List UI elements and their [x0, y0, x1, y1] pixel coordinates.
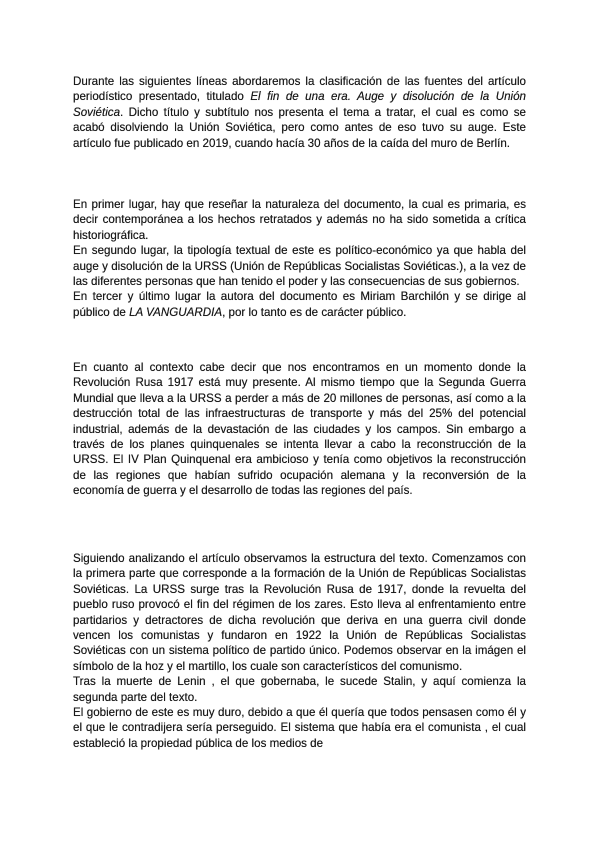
structure-government-line: El gobierno de este es muy duro, debido a que él quería que todos pensasen como él y el que le contradijera sería perseguido. El sistema que había era el comunista , el cual estableció la propiedad pública de los medios de — [73, 706, 526, 750]
paragraph-context — [73, 360, 526, 499]
article-title-italic: El fin de una era. Auge y disolución de la Unión Soviética — [73, 90, 527, 119]
source-author-line — [73, 289, 526, 320]
structure-second-part-line: Tras la muerte de Lenin , el que gobernaba, le sucede Stalin, y aquí comienza la segunda parte del texto. — [73, 675, 526, 704]
paragraph-source-classification — [73, 197, 526, 320]
intro-paragraph-text — [73, 74, 526, 151]
paragraph-introduction — [73, 74, 526, 151]
intro-text-part-1: Durante las siguientes líneas abordaremos la clasificación de las fuentes del artículo periodístico presentado, titulado — [73, 75, 526, 104]
context-paragraph-text: En cuanto al contexto cabe decir que nos encontramos en un momento donde la Revolución Rusa 1917 está muy presente. Al mismo tiempo que la Segunda Guerra Mundial que lleva a la URSS a perder a más de 20 millones de personas, así como a la destrucción total de las infraestructuras de transporte y más del 25% del potencial industrial, además de la devastación de las ciudades y los campos. Sin embargo a través de los planes quinquenales se intenta llevar a cabo la reconstrucción de la URSS. El IV Plan Quinquenal era ambicioso y tenía como objetivos la reconstrucción de las regiones que habían sufrido ocupación alemana y la reconversión de la economía de guerra y el desarrollo de todas las regiones del país. — [73, 361, 526, 498]
newspaper-name-italic: LA VANGUARDIA — [129, 305, 223, 319]
author-text-part-2: , por lo tanto es de carácter público. — [222, 305, 407, 319]
structure-first-part-line: Siguiendo analizando el artículo observamos la estructura del texto. Comenzamos con la primera parte que corresponde a la formación de la Unión de Repúblicas Socialistas Soviéticas. La URSS surge tras la Revolución Rusa de 1917, donde la revuelta del pueblo ruso provocó el fin del régimen de los zares. Esto lleva al enfrentamiento entre partidarios y detractores de dicha revolución que deriva en una guerra civil donde vencen los comunistas y fundaron en 1922 la Unión de Repúblicas Socialistas Soviéticas con un sistema político de partido único. Podemos observar en la imágen el símbolo de la hoz y el martillo, los cuale son característicos del comunismo. — [73, 552, 526, 673]
source-nature-line: En primer lugar, hay que reseñar la naturaleza del documento, la cual es primaria, es decir contemporánea a los hechos retratados y además no ha sido sometida a crítica historiográfica. — [73, 198, 526, 242]
author-text-part-1: En tercer y último lugar la autora del documento es Miriam Barchilón y se dirige al público de — [73, 290, 526, 319]
intro-text-part-2: . Dicho título y subtítulo nos presenta el tema a tratar, el cual es como se acabó disolviendo la Unión Soviética, pero como antes de eso tuvo su auge. Este artículo fue publicado en 2019, cuando hacía 30 años de la caída del muro de Berlín. — [73, 105, 526, 150]
source-typology-line: En segundo lugar, la tipología textual de este es político-económico ya que habla del auge y disolución de la URSS (Unión de Repúblicas Socialistas Soviéticas.), a la vez de las diferentes personas que han tenido el poder y las consecuencias de sus gobiernos. — [73, 244, 526, 289]
paragraph-structure — [73, 551, 526, 751]
